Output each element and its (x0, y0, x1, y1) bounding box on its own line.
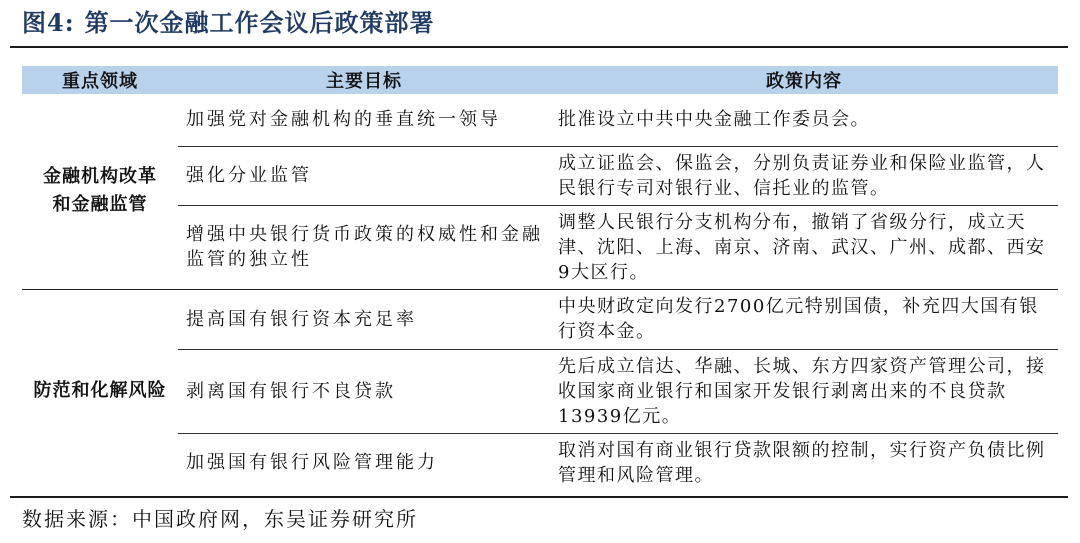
table-header-row (22, 66, 1058, 94)
table-row (22, 433, 1058, 492)
goal-cell: 增强中央银行货币政策的权威性和金融监管的独立性 (178, 205, 550, 289)
policy-cell: 中央财政定向发行2700亿元特别国债，补充四大国有银行资本金。 (550, 289, 1058, 349)
goal-cell: 强化分业监管 (178, 146, 550, 205)
policy-cell: 批准设立中共中央金融工作委员会。 (558, 109, 870, 131)
table-row (22, 94, 1058, 146)
bottom-rule (10, 496, 1068, 498)
table-row (22, 349, 1058, 433)
figure-number: 图4: (22, 8, 75, 37)
header-policy-content: 政策内容 (550, 66, 1058, 94)
area-label-line1: 防范和化解风险 (33, 379, 167, 401)
area-label-line2: 和金融监管 (52, 194, 148, 216)
area-label-line1: 金融机构改革 (43, 166, 157, 188)
area-cell-risk (22, 289, 178, 492)
top-rule (10, 46, 1068, 48)
policy-cell: 先后成立信达、华融、长城、东方四家资产管理公司，接收国家商业银行和国家开发银行剥离出来的不良贷款13939亿元。 (550, 349, 1058, 433)
header-main-goal: 主要目标 (178, 66, 550, 94)
figure-title (22, 4, 435, 42)
table-row (22, 289, 1058, 349)
goal-cell: 剥离国有银行不良贷款 (178, 349, 550, 433)
area-cell-reform (22, 94, 178, 289)
goal-cell: 提高国有银行资本充足率 (178, 289, 550, 349)
table-row (22, 146, 1058, 205)
policy-cell: 成立证监会、保监会，分别负责证券业和保险业监管，人民银行专司对银行业、信托业的监管。 (550, 146, 1058, 205)
policy-cell: 调整人民银行分支机构分布，撤销了省级分行，成立天津、沈阳、上海、南京、济南、武汉、广州、成都、西安9大区行。 (550, 205, 1058, 289)
goal-cell: 加强党对金融机构的垂直统一领导 (186, 109, 501, 131)
policy-table-container (22, 66, 1058, 492)
header-key-area: 重点领域 (22, 66, 178, 94)
data-source-note: 数据来源：中国政府网，东吴证券研究所 (22, 507, 418, 531)
policy-table (22, 66, 1058, 492)
figure-title-text: 第一次金融工作会议后政策部署 (84, 8, 435, 37)
table-row (22, 205, 1058, 289)
policy-cell: 取消对国有商业银行贷款限额的控制，实行资产负债比例管理和风险管理。 (550, 433, 1058, 492)
goal-cell: 加强国有银行风险管理能力 (178, 433, 550, 492)
